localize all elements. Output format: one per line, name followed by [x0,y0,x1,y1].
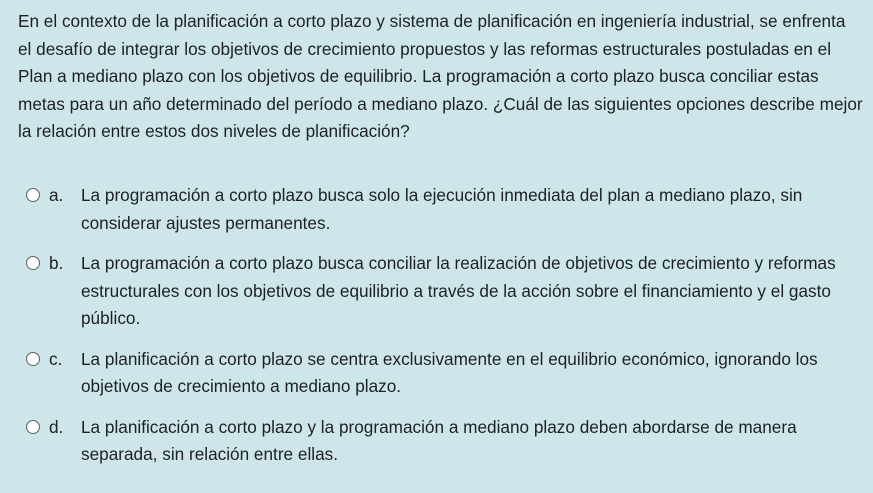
option-letter-d: d. [49,416,64,437]
question-text: En el contexto de la planificación a corto plazo y sistema de planificación en ingeniería industrial, se enfrenta el desafío de integrar los objetivos de crecimiento propuestos y las reformas estructurales postuladas en el Plan a mediano plazo con los objetivos de equilibrio. La programación a corto plazo busca conciliar estas metas para un año determinado del período a mediano plazo. ¿Cuál de las siguientes opciones describe mejor la relación entre estos dos niveles de planificación? [18,11,863,141]
radio-button-b[interactable] [26,256,40,270]
option-text-b[interactable]: La programación a corto plazo busca conciliar la realización de objetivos de crecimiento y reformas estructurales con los objetivos de equilibrio a través de la acción sobre el financiamiento y el gasto público. [81,253,836,328]
answer-options [26,182,866,482]
option-letter-a: a. [49,185,64,205]
option-a[interactable] [26,182,866,237]
radio-button-d[interactable] [26,420,40,434]
option-c[interactable] [26,346,866,401]
radio-button-c[interactable] [26,352,40,366]
option-text-c[interactable]: La planificación a corto plazo se centra exclusivamente en el equilibrio económico, ignorando los objetivos de crecimiento a mediano plazo. [81,348,818,396]
option-text-d[interactable]: La planificación a corto plazo y la programación a mediano plazo deben abordarse de manera separada, sin relación entre ellas. [81,416,797,464]
radio-button-a[interactable] [26,188,40,202]
option-d[interactable] [26,414,866,469]
option-letter-b: b. [49,253,64,273]
option-b[interactable] [26,250,866,333]
option-text-a[interactable]: La programación a corto plazo busca solo la ejecución inmediata del plan a mediano plazo, sin considerar ajustes permanentes. [81,185,803,233]
option-letter-c: c. [49,348,63,369]
